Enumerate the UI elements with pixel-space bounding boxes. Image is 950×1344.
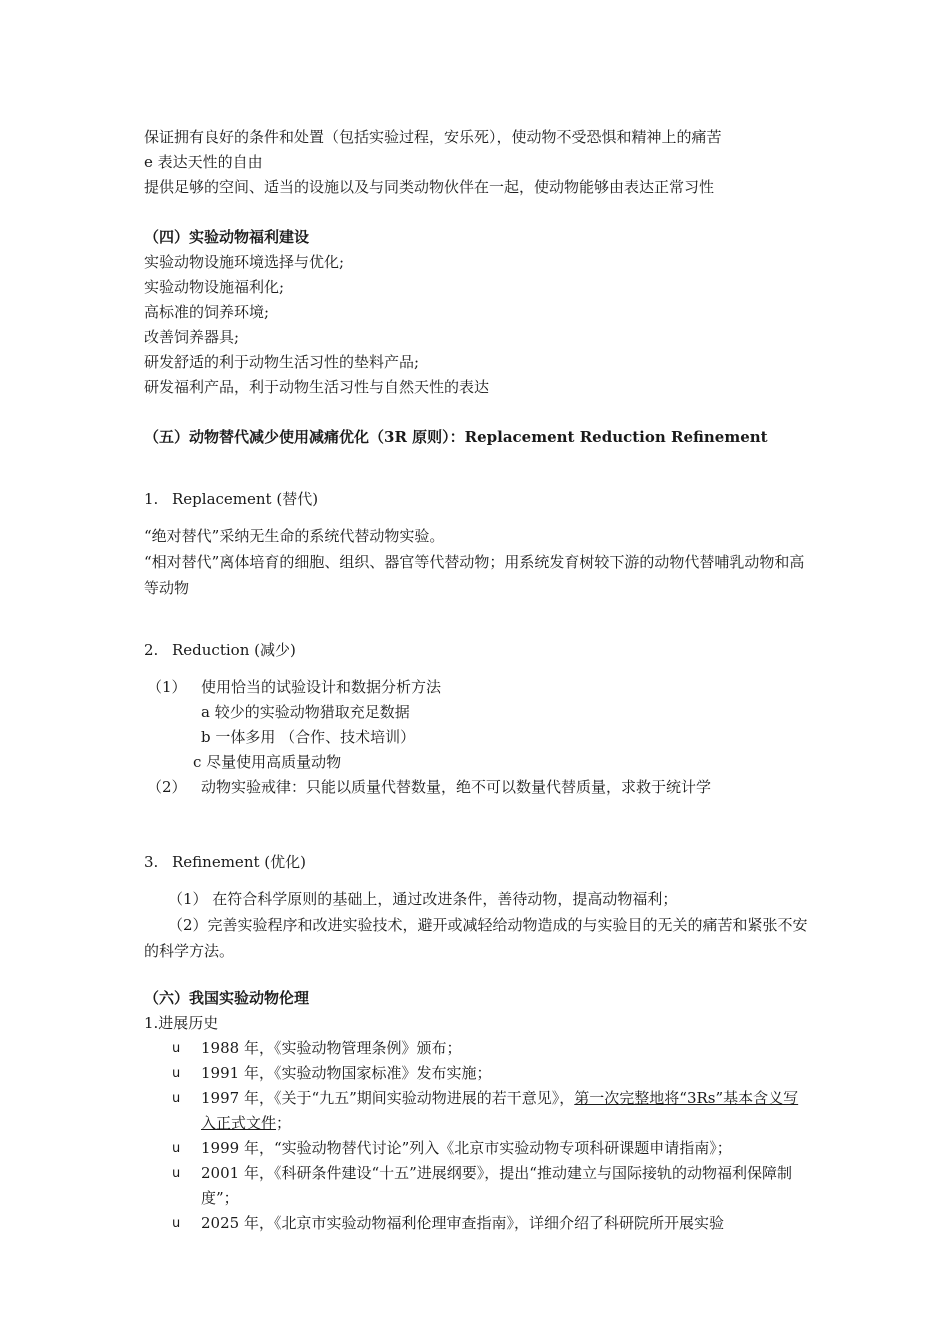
section-4-item: 实验动物设施环境选择与优化; — [144, 253, 345, 271]
section-4-item: 研发舒适的利于动物生活习性的垫料产品; — [144, 353, 420, 371]
history-item-text: 2025 年，《北京市实验动物福利伦理审查指南》，详细介绍了科研院所开展实验 — [201, 1214, 724, 1232]
reduction-title: Reduction (减少) — [172, 641, 296, 659]
history-item — [144, 1036, 810, 1061]
history-list — [144, 1036, 810, 1236]
replacement-relative: “相对替代”离体培育的细胞、组织、器官等代替动物；用系统发育树较下游的动物代替哺乳动物和高等动物 — [144, 553, 805, 597]
replacement-absolute: “绝对替代”采纳无生命的系统代替动物实验。 — [144, 527, 445, 545]
refinement-heading — [144, 850, 810, 875]
history-item — [144, 1086, 810, 1136]
replacement-title: Replacement (替代) — [172, 490, 319, 508]
section-4-item: 高标准的饲养环境; — [144, 303, 270, 321]
section-6-subheading: 1.进展历史 — [144, 1014, 219, 1032]
refinement-title: Refinement (优化) — [172, 853, 306, 871]
reduction-number: 2. — [144, 641, 159, 659]
refinement-item-2: （2）完善实验程序和改进实验技术，避开或减轻给动物造成的与实验目的无关的痛苦和紧张不安的科学方法。 — [144, 916, 808, 960]
section-4-item: 实验动物设施福利化; — [144, 278, 285, 296]
history-item — [144, 1211, 810, 1236]
intro-line-2: e 表达天性的自由 — [144, 153, 263, 171]
reduction-item-1-number: （1） — [147, 678, 187, 696]
history-item-text: 1991 年，《实验动物国家标准》发布实施； — [201, 1064, 492, 1082]
reduction-sub-b: b 一体多用 （合作、技术培训） — [201, 728, 416, 746]
bullet-icon: u — [172, 1166, 181, 1181]
section-4-heading: （四）实验动物福利建设 — [144, 228, 310, 246]
refinement-item-1: （1） 在符合科学原则的基础上，通过改进条件，善待动物，提高动物福利； — [168, 890, 678, 908]
section-6-heading: （六）我国实验动物伦理 — [144, 989, 310, 1007]
history-item — [144, 1136, 810, 1161]
bullet-icon: u — [172, 1141, 181, 1156]
intro-line-1: 保证拥有良好的条件和处置（包括实验过程，安乐死），使动物不受恐惧和精神上的痛苦 — [144, 128, 722, 146]
history-item-underlined: 第一次完整地将“3Rs”基本含义写入正式文件 — [201, 1089, 799, 1132]
section-5-heading: （五）动物替代减少使用减痛优化（3R 原则）：Replacement Reduction Refinement — [144, 428, 768, 446]
document-page — [144, 125, 810, 1236]
history-item-text: 2001 年，《科研条件建设“十五”进展纲要》，提出“推动建立与国际接轨的动物福利保障制度”； — [201, 1164, 792, 1207]
history-item-text: 1988 年，《实验动物管理条例》颁布； — [201, 1039, 462, 1057]
reduction-heading — [144, 638, 810, 663]
section-4-list — [144, 250, 810, 400]
reduction-sub-c: c 尽量使用高质量动物 — [193, 753, 342, 771]
history-item-text — [201, 1086, 810, 1136]
reduction-item-2 — [144, 775, 810, 800]
bullet-icon: u — [172, 1066, 181, 1081]
history-item — [144, 1161, 810, 1211]
replacement-number: 1. — [144, 490, 159, 508]
intro-line-3: 提供足够的空间、适当的设施以及与同类动物伙伴在一起，使动物能够由表达正常习性 — [144, 178, 715, 196]
history-item-lead: 1997 年，《关于“九五”期间实验动物进展的若干意见》， — [201, 1089, 575, 1107]
reduction-item-2-text: 动物实验戒律：只能以质量代替数量，绝不可以数量代替质量，求救于统计学 — [201, 778, 712, 796]
refinement-number: 3. — [144, 853, 159, 871]
section-4-item: 改善饲养器具; — [144, 328, 240, 346]
history-item-text: 1999 年，“实验动物替代讨论”列入《北京市实验动物专项科研课题申请指南》； — [201, 1139, 732, 1157]
section-4-item: 研发福利产品，利于动物生活习性与自然天性的表达 — [144, 378, 490, 396]
bullet-icon: u — [172, 1091, 181, 1106]
history-item — [144, 1061, 810, 1086]
history-item-tail: ； — [276, 1114, 292, 1132]
reduction-item-1-text: 使用恰当的试验设计和数据分析方法 — [201, 678, 442, 696]
reduction-item-1 — [144, 675, 810, 700]
reduction-sub-a: a 较少的实验动物猎取充足数据 — [201, 703, 410, 721]
bullet-icon: u — [172, 1041, 181, 1056]
reduction-item-2-number: （2） — [147, 778, 187, 796]
bullet-icon: u — [172, 1216, 181, 1231]
replacement-heading — [144, 487, 810, 512]
